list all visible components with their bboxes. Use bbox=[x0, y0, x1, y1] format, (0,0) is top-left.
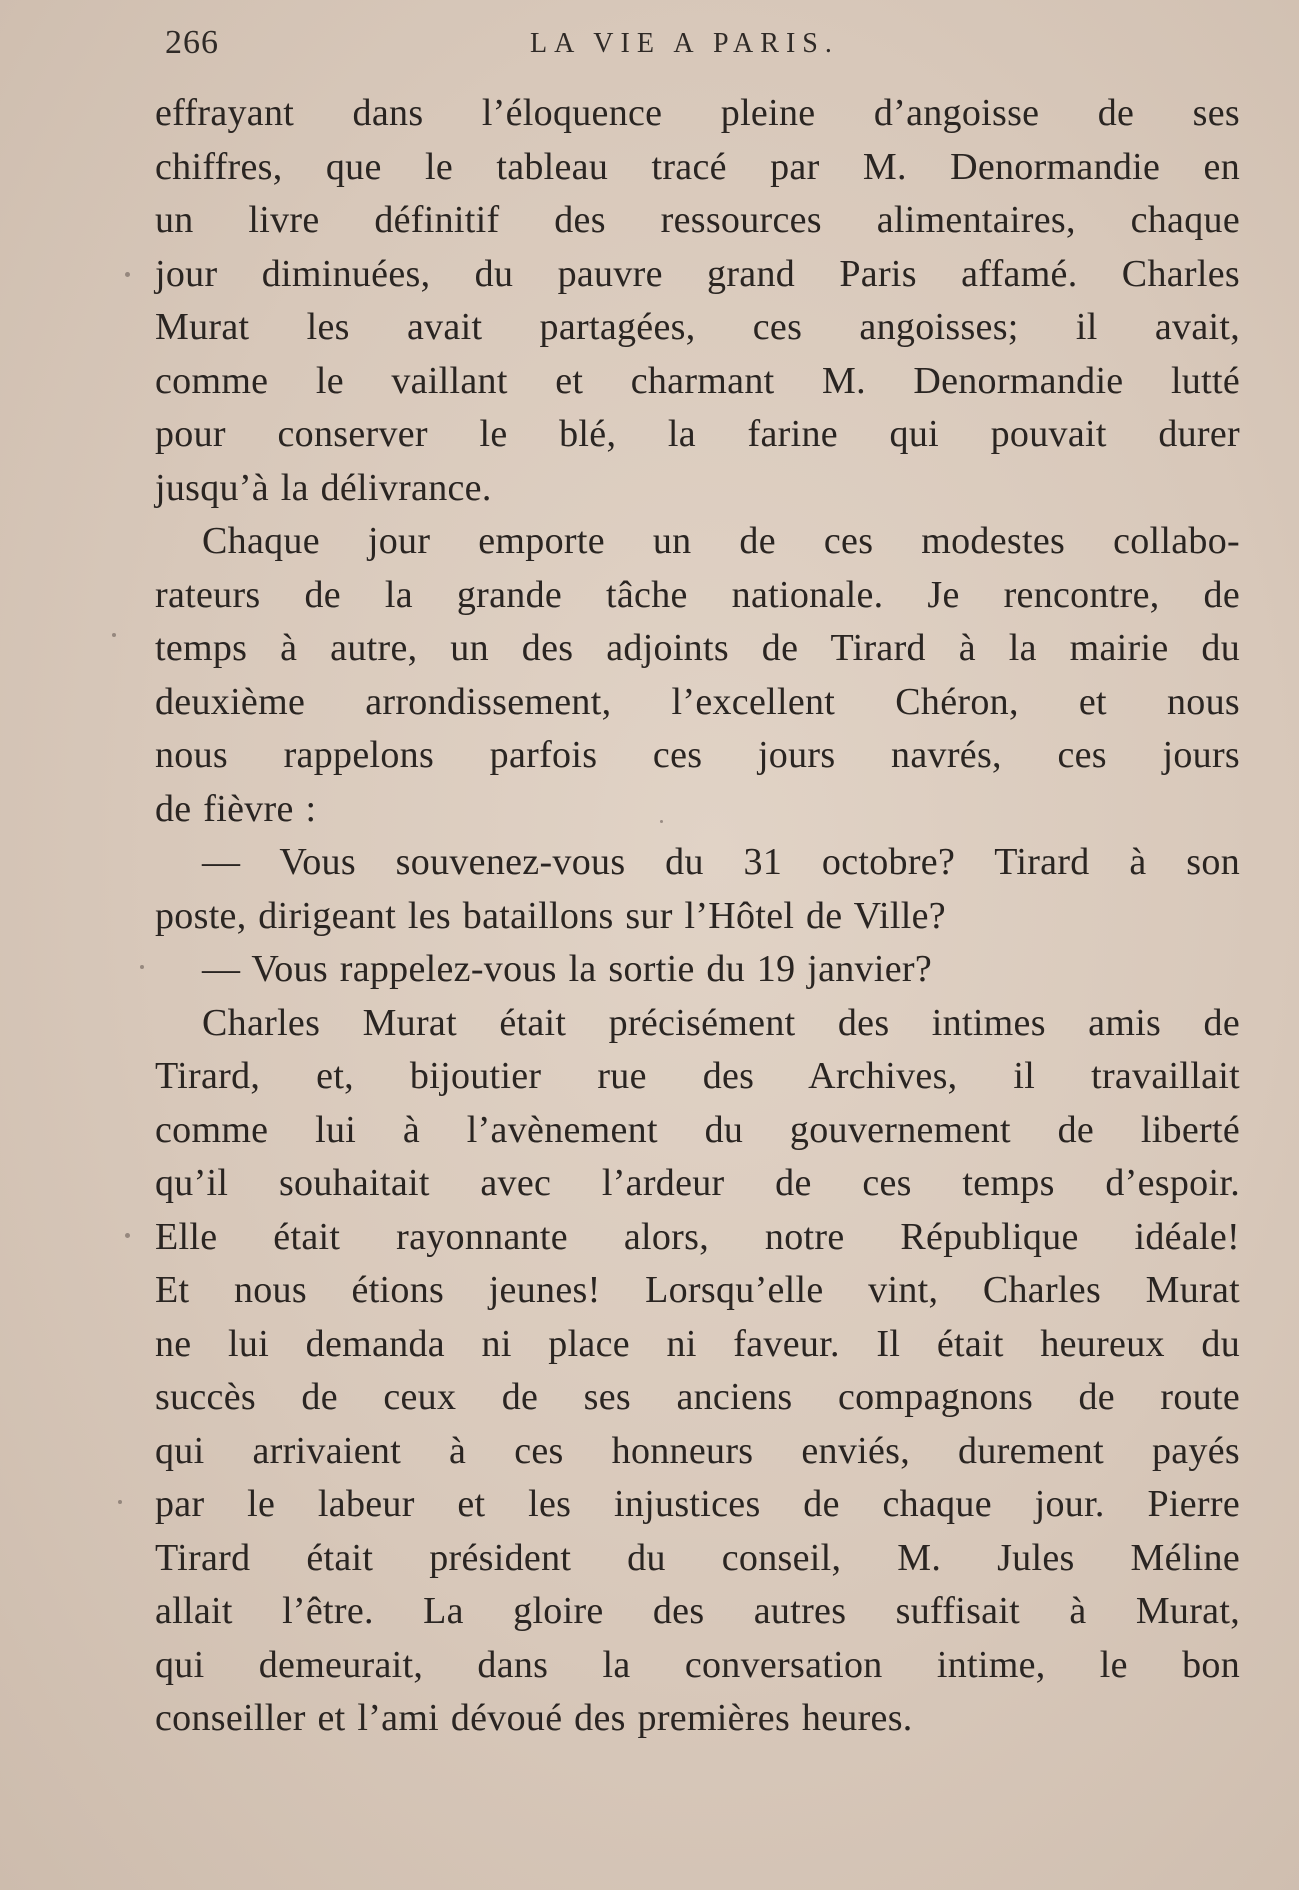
text-line: par le labeur et les injustices de chaque jour. Pierre bbox=[155, 1483, 1240, 1525]
text-line: Elle était rayonnante alors, notre République idéale! bbox=[155, 1215, 1240, 1258]
text-line: qu’il souhaitait avec l’ardeur de ces temps d’espoir. bbox=[155, 1162, 1240, 1204]
text-line: temps à autre, un des adjoints de Tirard à la mairie du bbox=[155, 627, 1240, 669]
running-title: LA VIE A PARIS. bbox=[530, 28, 839, 59]
text-line: Et nous étions jeunes! Lorsqu’elle vint, Charles Murat bbox=[155, 1269, 1240, 1311]
paper-speck bbox=[112, 633, 116, 637]
text-line: effrayant dans l’éloquence pleine d’angoisse de ses bbox=[155, 92, 1240, 134]
text-line: Tirard était président du conseil, M. Jules Méline bbox=[155, 1536, 1240, 1579]
text-line: jour diminuées, du pauvre grand Paris affamé. Charles bbox=[155, 252, 1240, 295]
paper-speck bbox=[125, 272, 130, 277]
text-line: poste, dirigeant les bataillons sur l’Hôtel de Ville? bbox=[155, 894, 946, 937]
text-line: qui arrivaient à ces honneurs enviés, durement payés bbox=[155, 1429, 1240, 1472]
text-line: Tirard, et, bijoutier rue des Archives, il travaillait bbox=[155, 1055, 1240, 1097]
text-line: nous rappelons parfois ces jours navrés, ces jours bbox=[155, 734, 1240, 776]
text-line: Charles Murat était précisément des intimes amis de bbox=[202, 1001, 1240, 1044]
text-line: chiffres, que le tableau tracé par M. Denormandie en bbox=[155, 145, 1240, 188]
text-line: succès de ceux de ses anciens compagnons de route bbox=[155, 1376, 1240, 1418]
text-line: allait l’être. La gloire des autres suffisait à Murat, bbox=[155, 1590, 1240, 1632]
running-head bbox=[165, 24, 1240, 74]
body-text bbox=[155, 87, 1240, 1746]
text-line: ne lui demanda ni place ni faveur. Il était heureux du bbox=[155, 1322, 1240, 1365]
text-line: comme lui à l’avènement du gouvernement de liberté bbox=[155, 1108, 1240, 1151]
text-line: deuxième arrondissement, l’excellent Chéron, et nous bbox=[155, 680, 1240, 723]
text-line: un livre définitif des ressources alimentaires, chaque bbox=[155, 199, 1240, 241]
text-line: de fièvre : bbox=[155, 787, 317, 830]
text-line: pour conserver le blé, la farine qui pouvait durer bbox=[155, 413, 1240, 455]
text-line: — Vous souvenez-vous du 31 octobre? Tirard à son bbox=[202, 841, 1240, 883]
text-line: — Vous rappelez-vous la sortie du 19 janvier? bbox=[202, 948, 932, 990]
paper-speck bbox=[125, 1233, 130, 1238]
text-line: qui demeurait, dans la conversation intime, le bon bbox=[155, 1643, 1240, 1686]
text-line: Chaque jour emporte un de ces modestes collabo- bbox=[202, 520, 1240, 562]
text-line: Murat les avait partagées, ces angoisses; il avait, bbox=[155, 306, 1240, 348]
text-line: comme le vaillant et charmant M. Denormandie lutté bbox=[155, 359, 1240, 402]
paper-speck bbox=[660, 820, 663, 823]
page-number: 266 bbox=[165, 24, 219, 61]
text-line: conseiller et l’ami dévoué des premières heures. bbox=[155, 1697, 913, 1739]
text-line: rateurs de la grande tâche nationale. Je rencontre, de bbox=[155, 573, 1240, 616]
paper-speck bbox=[118, 1500, 122, 1504]
paper-speck bbox=[140, 965, 144, 969]
text-line: jusqu’à la délivrance. bbox=[155, 466, 492, 509]
